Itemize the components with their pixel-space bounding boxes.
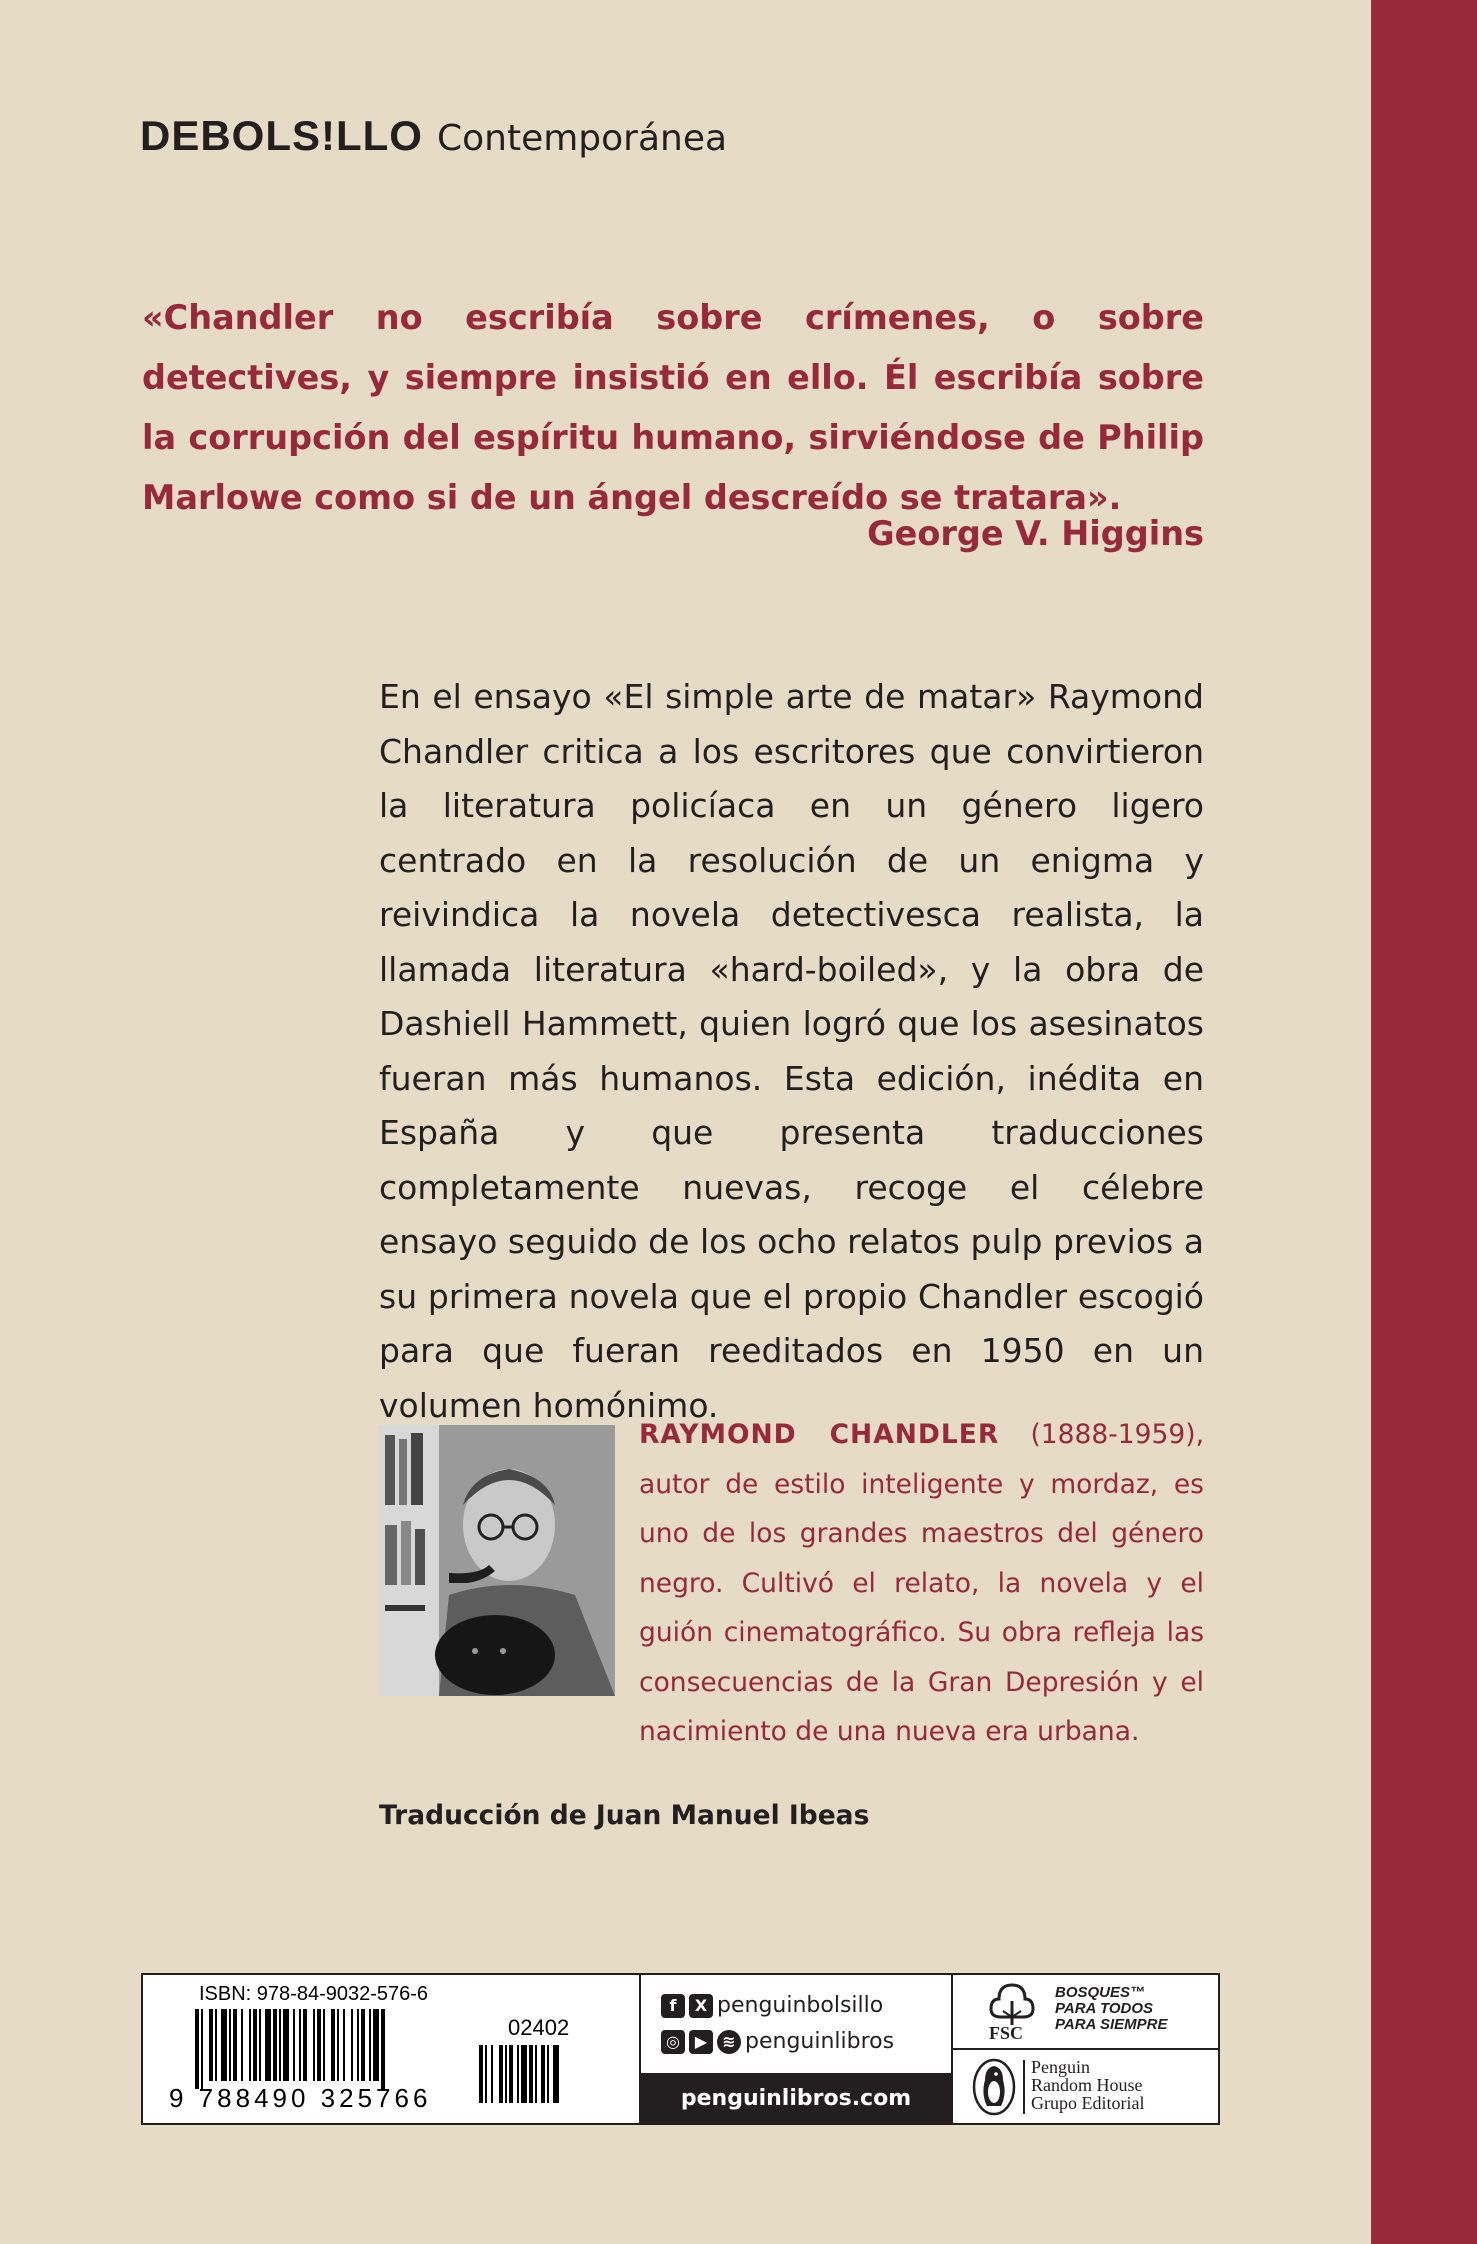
brand-logo: DEBOLS!LLO bbox=[140, 112, 423, 159]
website-bar bbox=[641, 2073, 951, 2123]
penguin-logo-icon bbox=[971, 2058, 1017, 2116]
social-handle-1[interactable]: penguinbolsillo bbox=[717, 1993, 884, 2018]
ean-barcode bbox=[195, 2009, 465, 2089]
author-bio-text: (1888-1959), autor de estilo inteligente y mordaz, es uno de los grandes maestros del género negro. Cultivó el relato, la novela y el guión cinematográfico. Su obra refleja las consecuencias de la Gran Depresión y el nacimiento de una nueva era urbana. bbox=[639, 1419, 1205, 1747]
fsc-label: FSC bbox=[989, 2023, 1024, 2043]
fsc-slogan-line-2: PARA TODOS bbox=[1055, 2000, 1154, 2017]
synopsis: En el ensayo «El simple arte de matar» Raymond Chandler critica a los escritores que convirtieron la literatura policíaca en un género ligero centrado en la resolución de un enigma y reivindica la novela detectivesca realista, la llamada literatura «hard-boiled», y la obra de Dashiell Hammett, quien logró que los asesinatos fueran más humanos. Esta edición, inédita en España y que presenta traducciones completamente nuevas, recoge el célebre ensayo seguido de los ocho relatos pulp previos a su primera novela que el propio Chandler escogió para que fueran reeditados en 1950 en un volumen homónimo. bbox=[379, 677, 1204, 1425]
author-name: RAYMOND CHANDLER bbox=[639, 1419, 1000, 1450]
spine-band bbox=[1371, 0, 1477, 2244]
social-row-2 bbox=[661, 2029, 894, 2054]
social-block bbox=[641, 1975, 953, 2123]
addon-code: 02402 bbox=[508, 2015, 570, 2040]
fsc-block bbox=[953, 1975, 1218, 2050]
blurb-quote: «Chandler no escribía sobre crímenes, o sobre detectives, y siempre insistió en ello. Él escribía sobre la corrupción del espíritu humano, sirviéndose de Philip Marlowe como si de un ángel descreído se tratara». bbox=[142, 298, 1204, 517]
publisher-divider bbox=[1023, 2060, 1025, 2114]
publisher-name bbox=[1031, 2058, 1144, 2112]
info-box bbox=[141, 1973, 1220, 2125]
header bbox=[140, 112, 727, 172]
publisher-line-1: Penguin bbox=[1031, 2057, 1091, 2077]
quote-author: George V. Higgins bbox=[867, 514, 1204, 553]
addon-barcode bbox=[479, 2045, 579, 2105]
fsc-slogan bbox=[1055, 1985, 1168, 2033]
fsc-slogan-line-3: PARA SIEMPRE bbox=[1055, 2016, 1168, 2033]
barcode-digits: 9 788490 325766 bbox=[169, 2083, 432, 2113]
youtube-icon[interactable]: ▶ bbox=[689, 2030, 713, 2054]
publisher-line-2: Random House bbox=[1031, 2075, 1143, 2095]
social-handle-2[interactable]: penguinlibros bbox=[745, 2029, 895, 2054]
instagram-icon[interactable]: ◎ bbox=[661, 2030, 685, 2054]
facebook-icon[interactable]: f bbox=[661, 1994, 685, 2018]
barcode-block bbox=[143, 1975, 641, 2123]
x-icon[interactable]: X bbox=[689, 1994, 713, 2018]
translator-credit: Traducción de Juan Manuel Ibeas bbox=[379, 1800, 870, 1831]
fsc-slogan-line-1: BOSQUES™ bbox=[1055, 1984, 1146, 2001]
website-link[interactable]: penguinlibros.com bbox=[680, 2085, 912, 2111]
publisher-block bbox=[953, 2050, 1218, 2123]
social-row-1 bbox=[661, 1993, 883, 2018]
author-photo bbox=[379, 1425, 615, 1696]
isbn-label: ISBN: 978-84-9032-576-6 bbox=[199, 1983, 429, 2005]
spotify-icon[interactable]: ≋ bbox=[717, 2030, 741, 2054]
author-bio bbox=[639, 1410, 1204, 1757]
collection-name: Contemporánea bbox=[436, 118, 728, 159]
fsc-tree-icon bbox=[981, 1981, 1043, 2025]
publisher-line-3: Grupo Editorial bbox=[1031, 2093, 1145, 2113]
